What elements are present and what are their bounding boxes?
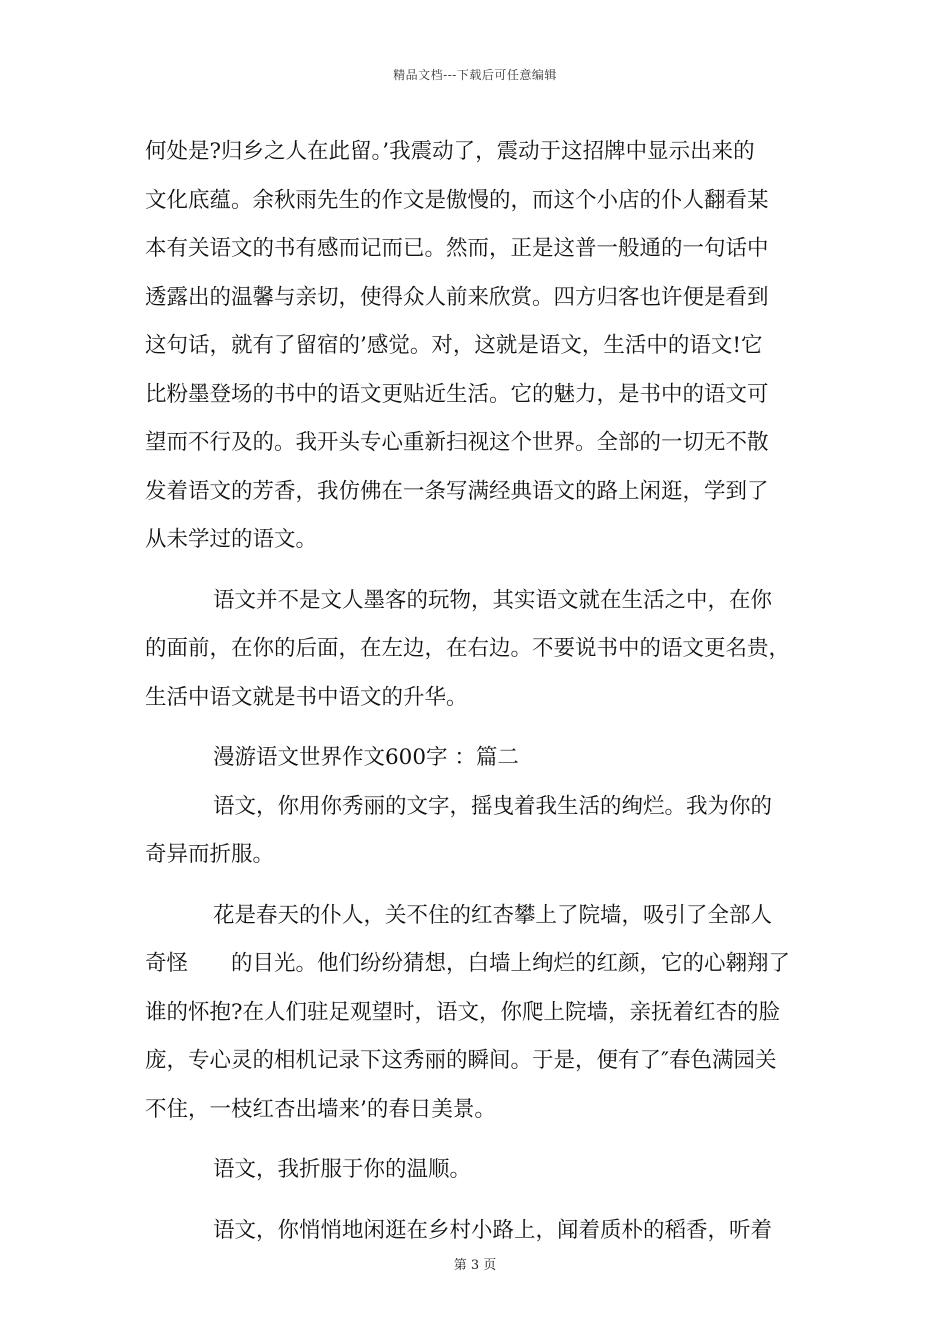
- text-line: 透露出的温馨与亲切，使得众人前来欣赏。四方归客也许便是看到: [145, 284, 769, 310]
- text-line: 这句话，就有了留宿的’感觉。对，这就是语文，生活中的语文!它: [145, 333, 763, 358]
- text-line: 奇怪 的目光。他们纷纷猜想，白墙上绚烂的红颜，它的心翱翔了: [145, 951, 791, 976]
- page-number: 第 3 页: [453, 1258, 497, 1273]
- section-heading: 漫游语文世界作文600字 ：篇二: [213, 745, 519, 770]
- text-line: 本有关语文的书有感而记而已。然而，正是这普一般通的一句话中: [145, 236, 769, 261]
- text-line: 语文，我折服于你的温顺。: [213, 1157, 472, 1182]
- document-body: [145, 128, 810, 1255]
- text-line: 语文，你悄悄地闲逛在乡村小路上，闻着质朴的稻香，听着: [213, 1217, 773, 1243]
- text-line: 奇异而折服。: [145, 842, 275, 867]
- text-line: 庞，专心灵的相机记录下这秀丽的瞬间。于是，便有了″春色满园关: [145, 1048, 777, 1073]
- text-line: 望而不行及的。我开头专心重新扫视这个世界。全部的一切无不散: [145, 430, 769, 455]
- text-line: 的面前，在你的后面，在左边，在右边。不要说书中的语文更名贵，: [145, 636, 791, 661]
- text-line: 谁的怀抱?在人们驻足观望时，语文，你爬上院墙，亲抚着红杏的脸: [145, 999, 781, 1025]
- text-line: 花是春天的仆人，关不住的红杏攀上了院墙，吸引了全部人: [213, 902, 773, 928]
- text-line: 不住，一枝红杏出墙来’的春日美景。: [145, 1096, 496, 1122]
- text-line: 从未学过的语文。: [145, 527, 318, 552]
- text-line: 何处是?归乡之人在此留。’我震动了，震动于这招牌中显示出来的: [145, 139, 755, 164]
- text-line: 文化底蕴。余秋雨先生的作文是傲慢的，而这个小店的仆人翻看某: [145, 187, 769, 213]
- text-line: 发着语文的芳香，我仿佛在一条写满经典语文的路上闲逛，学到了: [145, 478, 769, 504]
- text-line: 语文，你用你秀丽的文字，摇曳着我生活的绚烂。我为你的: [213, 793, 773, 819]
- text-line: 比粉墨登场的书中的语文更贴近生活。它的魅力，是书中的语文可: [145, 381, 769, 407]
- text-line: 语文并不是文人墨客的玩物，其实语文就在生活之中，在你: [213, 587, 773, 613]
- page-header: 精品文档---下载后可任意编辑: [393, 68, 557, 82]
- text-line: 生活中语文就是书中语文的升华。: [145, 684, 468, 710]
